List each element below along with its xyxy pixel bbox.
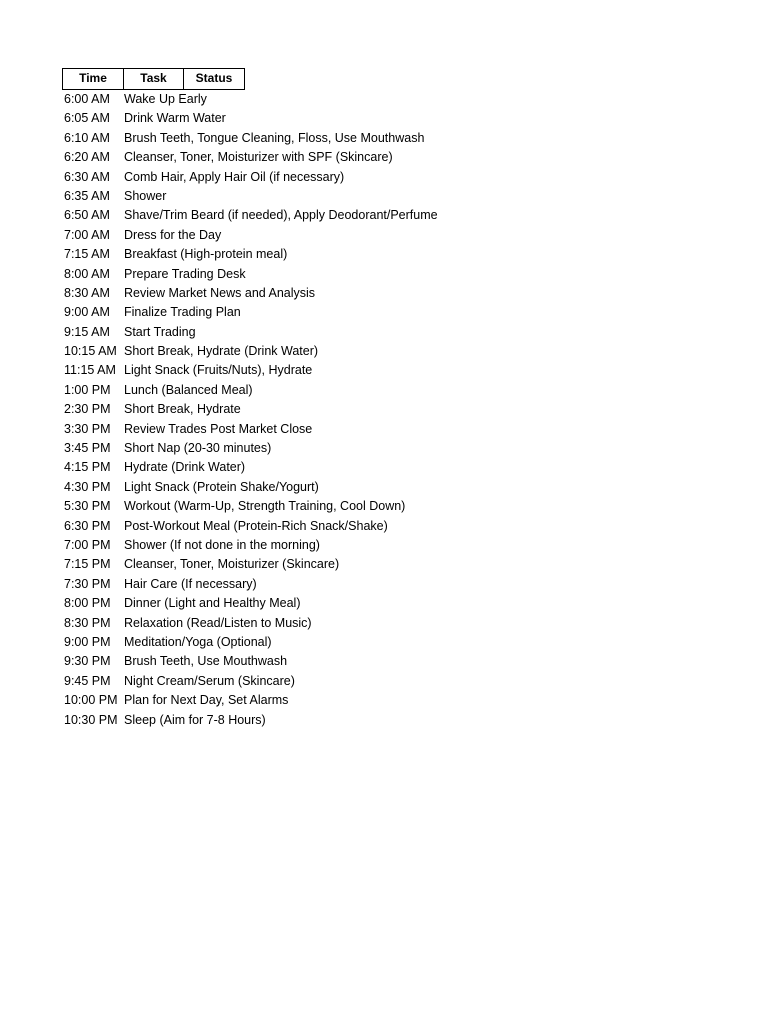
- time-cell: 9:15 AM: [64, 324, 110, 339]
- table-row: [62, 361, 438, 380]
- task-cell: Comb Hair, Apply Hair Oil (if necessary): [124, 169, 345, 184]
- table-row: [62, 497, 438, 516]
- task-cell: Post-Workout Meal (Protein-Rich Snack/Shake): [124, 518, 388, 533]
- task-cell: Sleep (Aim for 7-8 Hours): [124, 712, 266, 727]
- table-row: [62, 148, 438, 167]
- time-cell: 10:00 PM: [64, 693, 118, 708]
- time-cell: 4:15 PM: [64, 460, 111, 475]
- table-row: [62, 226, 438, 245]
- table-row: [62, 245, 438, 264]
- table-header-row: [62, 68, 438, 90]
- time-cell: 7:30 PM: [64, 576, 111, 591]
- time-cell: 10:15 AM: [64, 344, 117, 359]
- task-cell: Short Break, Hydrate: [124, 402, 241, 417]
- time-cell: 8:00 PM: [64, 596, 111, 611]
- task-cell: Shower: [124, 188, 167, 203]
- table-row: [62, 303, 438, 322]
- table-row: [62, 284, 438, 303]
- table-row: [62, 633, 438, 652]
- time-cell: 6:30 PM: [64, 518, 111, 533]
- table-row: [62, 517, 438, 536]
- time-cell: 3:30 PM: [64, 421, 111, 436]
- time-cell: 9:00 PM: [64, 634, 111, 649]
- table-row: [62, 478, 438, 497]
- task-cell: Start Trading: [124, 324, 196, 339]
- task-cell: Drink Warm Water: [124, 111, 226, 126]
- task-cell: Brush Teeth, Use Mouthwash: [124, 654, 288, 669]
- task-cell: Brush Teeth, Tongue Cleaning, Floss, Use Mouthwash: [124, 130, 425, 145]
- task-cell: Lunch (Balanced Meal): [124, 382, 253, 397]
- task-cell: Breakfast (High-protein meal): [124, 247, 288, 262]
- task-cell: Dinner (Light and Healthy Meal): [124, 596, 301, 611]
- table-row: [62, 555, 438, 574]
- table-row: [62, 536, 438, 555]
- time-cell: 10:30 PM: [64, 712, 118, 727]
- table-row: [62, 614, 438, 633]
- task-cell: Finalize Trading Plan: [124, 305, 241, 320]
- table-row: [62, 342, 438, 361]
- task-cell: Review Market News and Analysis: [124, 285, 316, 300]
- task-cell: Meditation/Yoga (Optional): [124, 634, 272, 649]
- table-row: [62, 90, 438, 109]
- time-cell: 4:30 PM: [64, 479, 111, 494]
- table-row: [62, 458, 438, 477]
- time-cell: 5:30 PM: [64, 499, 111, 514]
- task-cell: Short Nap (20-30 minutes): [124, 441, 272, 456]
- task-cell: Shave/Trim Beard (if needed), Apply Deodorant/Perfume: [124, 208, 438, 223]
- table-row: [62, 187, 438, 206]
- table-row: [62, 265, 438, 284]
- task-cell: Relaxation (Read/Listen to Music): [124, 615, 312, 630]
- time-cell: 8:30 PM: [64, 615, 111, 630]
- time-cell: 8:00 AM: [64, 266, 110, 281]
- time-cell: 2:30 PM: [64, 402, 111, 417]
- time-cell: 9:30 PM: [64, 654, 111, 669]
- schedule-table: [62, 68, 438, 730]
- table-row: [62, 672, 438, 691]
- table-row: [62, 381, 438, 400]
- table-row: [62, 711, 438, 730]
- time-cell: 6:10 AM: [64, 130, 110, 145]
- time-cell: 1:00 PM: [64, 382, 111, 397]
- time-cell: 7:00 PM: [64, 537, 111, 552]
- time-cell: 7:15 AM: [64, 247, 110, 262]
- table-row: [62, 323, 438, 342]
- time-cell: 3:45 PM: [64, 441, 111, 456]
- time-cell: 6:00 AM: [64, 92, 110, 106]
- table-row: [62, 420, 438, 439]
- time-cell: 11:15 AM: [64, 363, 116, 378]
- time-cell: 8:30 AM: [64, 285, 110, 300]
- task-cell: Plan for Next Day, Set Alarms: [124, 693, 289, 708]
- task-cell: Night Cream/Serum (Skincare): [124, 673, 295, 688]
- header-status: Status: [184, 68, 245, 90]
- header-time: Time: [62, 68, 124, 90]
- task-cell: Short Break, Hydrate (Drink Water): [124, 344, 319, 359]
- task-cell: Cleanser, Toner, Moisturizer (Skincare): [124, 557, 340, 572]
- task-cell: Light Snack (Protein Shake/Yogurt): [124, 479, 319, 494]
- table-body: [62, 90, 438, 730]
- task-cell: Cleanser, Toner, Moisturizer with SPF (Skincare): [124, 150, 393, 165]
- task-cell: Workout (Warm-Up, Strength Training, Cool Down): [124, 499, 406, 514]
- time-cell: 6:05 AM: [64, 111, 110, 126]
- task-cell: Light Snack (Fruits/Nuts), Hydrate: [124, 363, 313, 378]
- task-cell: Hair Care (If necessary): [124, 576, 257, 591]
- table-row: [62, 129, 438, 148]
- task-cell: Wake Up Early: [124, 92, 207, 106]
- time-cell: 9:45 PM: [64, 673, 111, 688]
- time-cell: 6:20 AM: [64, 150, 110, 165]
- header-task: Task: [124, 68, 184, 90]
- time-cell: 7:15 PM: [64, 557, 111, 572]
- time-cell: 6:35 AM: [64, 188, 110, 203]
- time-cell: 6:30 AM: [64, 169, 110, 184]
- table-row: [62, 575, 438, 594]
- table-row: [62, 109, 438, 128]
- time-cell: 7:00 AM: [64, 227, 110, 242]
- table-row: [62, 691, 438, 710]
- task-cell: Review Trades Post Market Close: [124, 421, 313, 436]
- task-cell: Prepare Trading Desk: [124, 266, 246, 281]
- table-row: [62, 594, 438, 613]
- table-row: [62, 439, 438, 458]
- table-row: [62, 168, 438, 187]
- time-cell: 9:00 AM: [64, 305, 110, 320]
- task-cell: Shower (If not done in the morning): [124, 537, 320, 552]
- table-row: [62, 400, 438, 419]
- table-row: [62, 652, 438, 671]
- task-cell: Hydrate (Drink Water): [124, 460, 246, 475]
- table-row: [62, 206, 438, 225]
- task-cell: Dress for the Day: [124, 227, 222, 242]
- time-cell: 6:50 AM: [64, 208, 110, 223]
